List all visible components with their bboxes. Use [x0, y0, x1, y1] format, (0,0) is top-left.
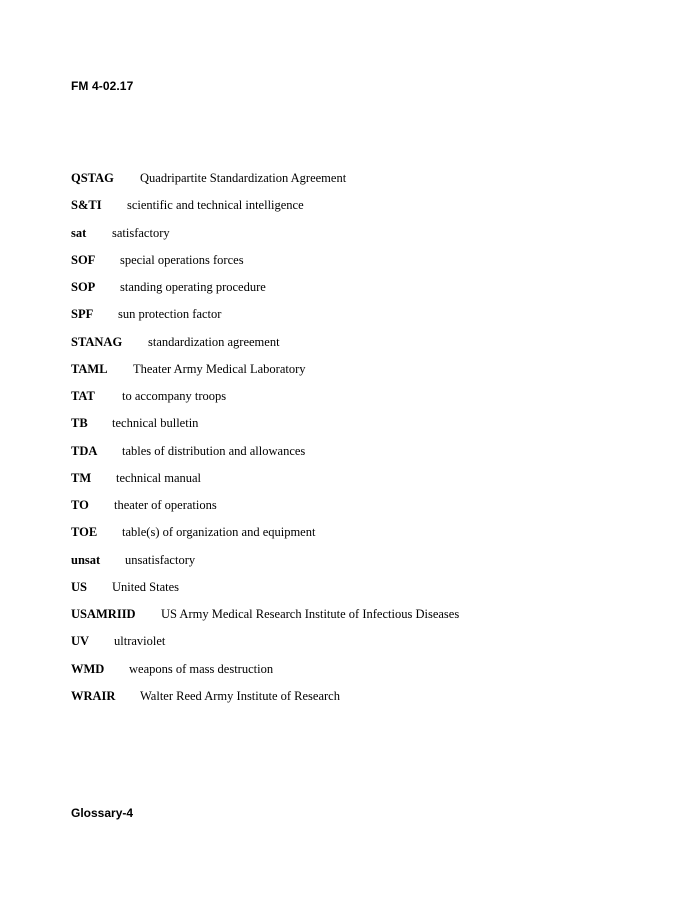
- glossary-term: TDA: [71, 443, 98, 458]
- glossary-entry: [71, 278, 459, 305]
- glossary-entry: [71, 551, 459, 578]
- glossary-term: TAT: [71, 389, 95, 403]
- glossary-entry: [71, 523, 459, 550]
- glossary-term: SPF: [71, 307, 94, 322]
- glossary-term: SOF: [71, 252, 96, 267]
- glossary-definition: technical bulletin: [112, 416, 199, 431]
- glossary-term: TAML: [71, 361, 108, 376]
- glossary-list: [71, 169, 459, 714]
- glossary-definition: technical manual: [116, 470, 202, 485]
- glossary-term: S&TI: [71, 198, 102, 213]
- glossary-term: TOE: [71, 525, 98, 540]
- glossary-definition: theater of operations: [114, 498, 217, 512]
- glossary-term: UV: [71, 634, 90, 649]
- glossary-entry: [71, 496, 459, 523]
- glossary-definition: standardization agreement: [148, 334, 280, 349]
- glossary-definition: sun protection factor: [118, 307, 222, 322]
- glossary-term: SOP: [71, 280, 96, 294]
- glossary-entry: [71, 387, 459, 414]
- glossary-entry: [71, 360, 459, 387]
- glossary-definition: to accompany troops: [122, 389, 227, 403]
- glossary-definition: ultraviolet: [114, 634, 166, 649]
- glossary-entry: [71, 414, 459, 441]
- glossary-definition: special operations forces: [120, 252, 244, 267]
- page-number: Glossary-4: [71, 806, 134, 820]
- glossary-definition: tables of distribution and allowances: [122, 443, 306, 458]
- glossary-definition: scientific and technical intelligence: [127, 198, 304, 213]
- glossary-entry: [71, 305, 459, 332]
- glossary-term: unsat: [71, 552, 101, 567]
- glossary-definition: unsatisfactory: [125, 552, 196, 567]
- glossary-term: US: [71, 579, 87, 594]
- glossary-term: STANAG: [71, 334, 123, 349]
- glossary-term: WMD: [71, 661, 105, 676]
- glossary-definition: Theater Army Medical Laboratory: [133, 361, 306, 376]
- glossary-definition: standing operating procedure: [120, 280, 266, 294]
- glossary-entry: [71, 196, 459, 223]
- glossary-term: TM: [71, 470, 92, 485]
- glossary-definition: table(s) of organization and equipment: [122, 525, 316, 540]
- glossary-entry: [71, 687, 459, 714]
- glossary-definition: Quadripartite Standardization Agreement: [140, 171, 347, 185]
- glossary-entry: [71, 660, 459, 687]
- glossary-definition: satisfactory: [112, 225, 170, 240]
- glossary-term: TB: [71, 416, 88, 431]
- document-header: FM 4-02.17: [71, 79, 134, 93]
- glossary-entry: [71, 169, 459, 196]
- glossary-term: TO: [71, 498, 89, 512]
- glossary-entry: [71, 469, 459, 496]
- glossary-term: USAMRIID: [71, 607, 136, 621]
- glossary-entry: [71, 251, 459, 278]
- glossary-entry: [71, 333, 459, 360]
- glossary-definition: United States: [112, 579, 180, 594]
- glossary-entry: [71, 442, 459, 469]
- glossary-definition: weapons of mass destruction: [129, 661, 274, 676]
- glossary-entry: [71, 578, 459, 605]
- glossary-term: WRAIR: [71, 688, 116, 703]
- glossary-entry: [71, 632, 459, 659]
- glossary-term: sat: [71, 225, 87, 240]
- glossary-entry: [71, 224, 459, 251]
- glossary-definition: US Army Medical Research Institute of Infectious Diseases: [161, 607, 460, 621]
- glossary-term: QSTAG: [71, 171, 114, 185]
- glossary-definition: Walter Reed Army Institute of Research: [140, 688, 340, 703]
- glossary-entry: [71, 605, 459, 632]
